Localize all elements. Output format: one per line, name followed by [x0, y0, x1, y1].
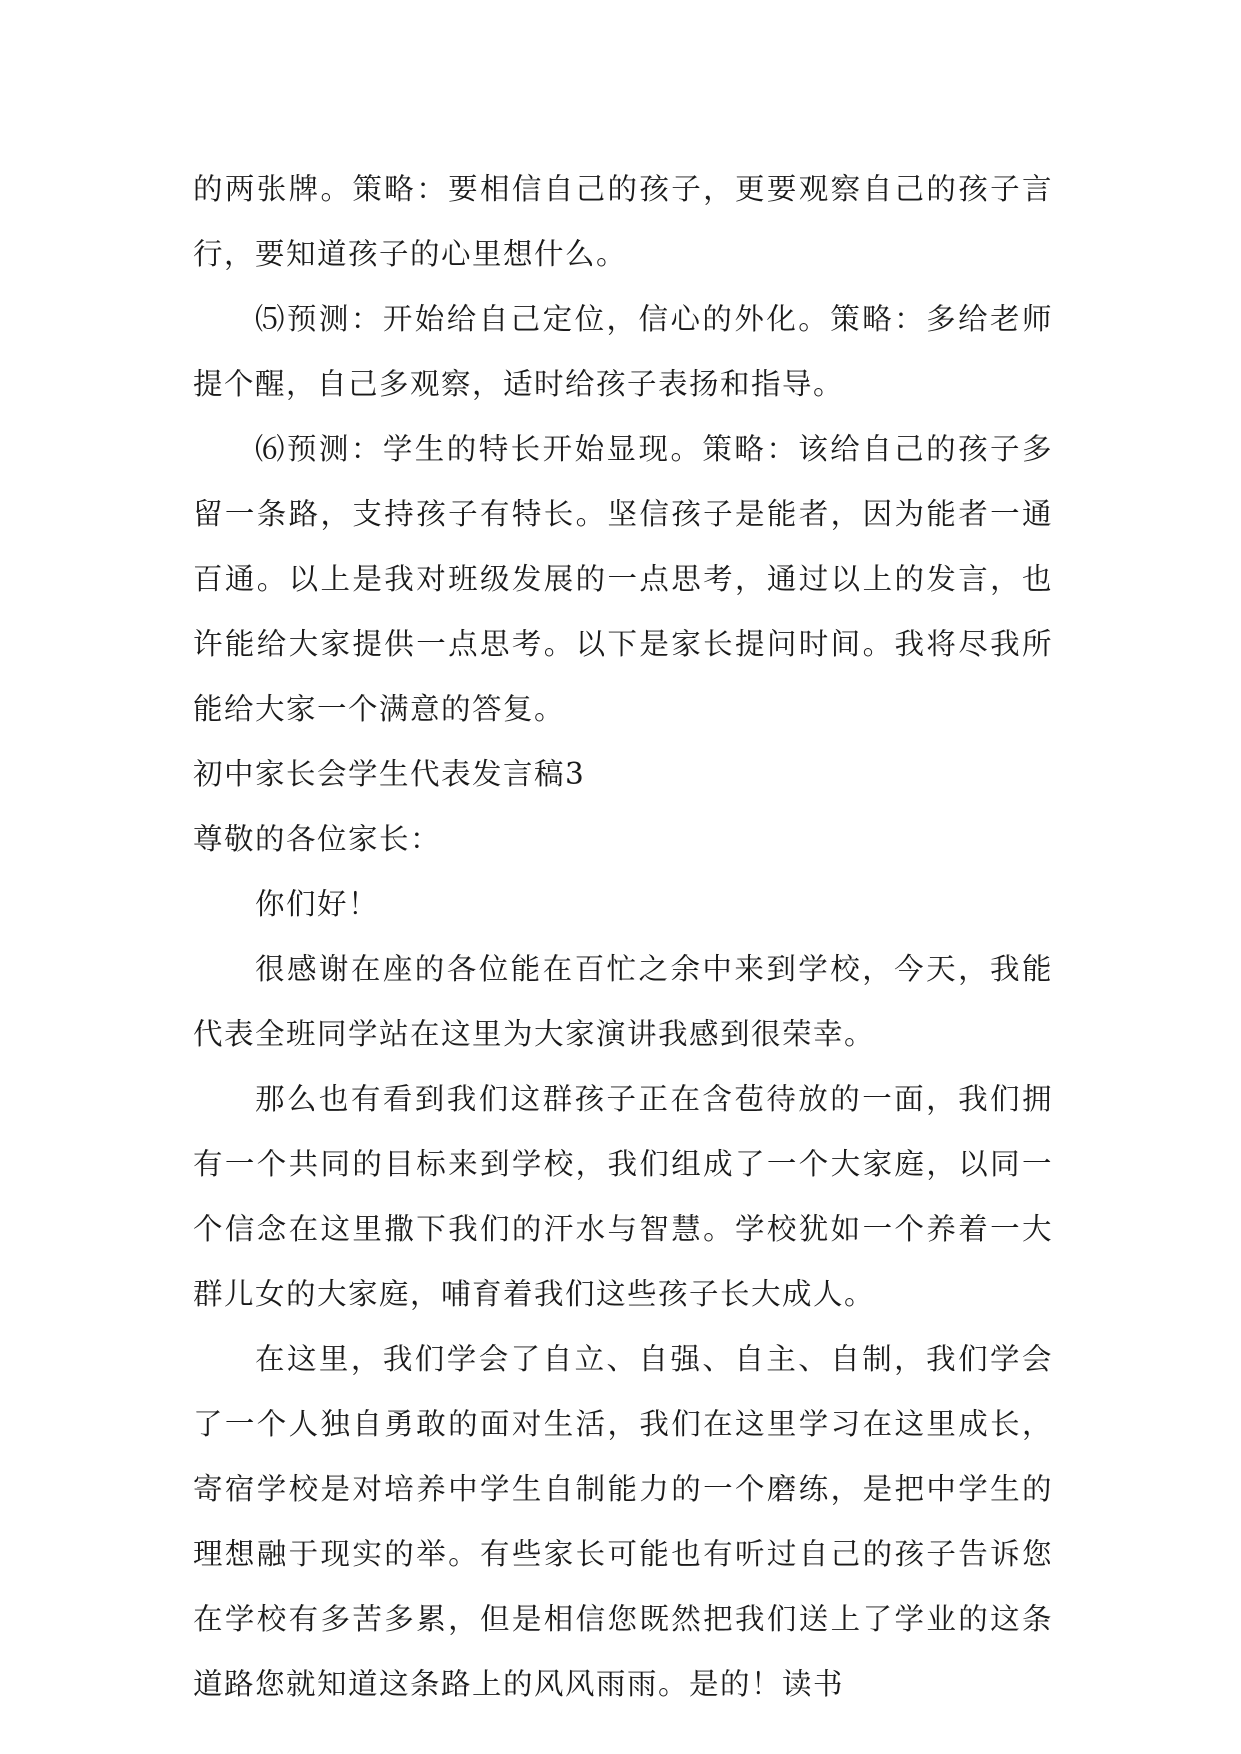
document-body	[193, 157, 1053, 1717]
section-heading: 初中家长会学生代表发言稿3	[193, 757, 586, 791]
paragraph-prediction-6: ⑹预测：学生的特长开始显现。策略：该给自己的孩子多留一条路，支持孩子有特长。坚信孩子是能者，因为能者一通百通。以上是我对班级发展的一点思考，通过以上的发言，也许能给大家提供一点思考。以下是家长提问时间。我将尽我所能给大家一个满意的答复。	[193, 432, 1053, 726]
paragraph-strategy-continued: 的两张牌。策略：要相信自己的孩子，更要观察自己的孩子言行，要知道孩子的心里想什么。	[193, 172, 1053, 271]
greeting: 你们好！	[255, 887, 380, 921]
paragraph-prediction-5: ⑸预测：开始给自己定位，信心的外化。策略：多给老师提个醒，自己多观察，适时给孩子表扬和指导。	[193, 302, 1053, 401]
paragraph-thanks: 很感谢在座的各位能在百忙之余中来到学校，今天，我能代表全班同学站在这里为大家演讲我感到很荣幸。	[193, 952, 1053, 1051]
paragraph-school-family: 那么也有看到我们这群孩子正在含苞待放的一面，我们拥有一个共同的目标来到学校，我们组成了一个大家庭，以同一个信念在这里撒下我们的汗水与智慧。学校犹如一个养着一大群儿女的大家庭，哺育着我们这些孩子长大成人。	[193, 1082, 1053, 1311]
paragraph-growth: 在这里，我们学会了自立、自强、自主、自制，我们学会了一个人独自勇敢的面对生活，我们在这里学习在这里成长，寄宿学校是对培养中学生自制能力的一个磨练，是把中学生的理想融于现实的举。有些家长可能也有听过自己的孩子告诉您在学校有多苦多累，但是相信您既然把我们送上了学业的这条道路您就知道这条路上的风风雨雨。是的！读书	[193, 1342, 1053, 1701]
salutation: 尊敬的各位家长：	[193, 822, 442, 856]
